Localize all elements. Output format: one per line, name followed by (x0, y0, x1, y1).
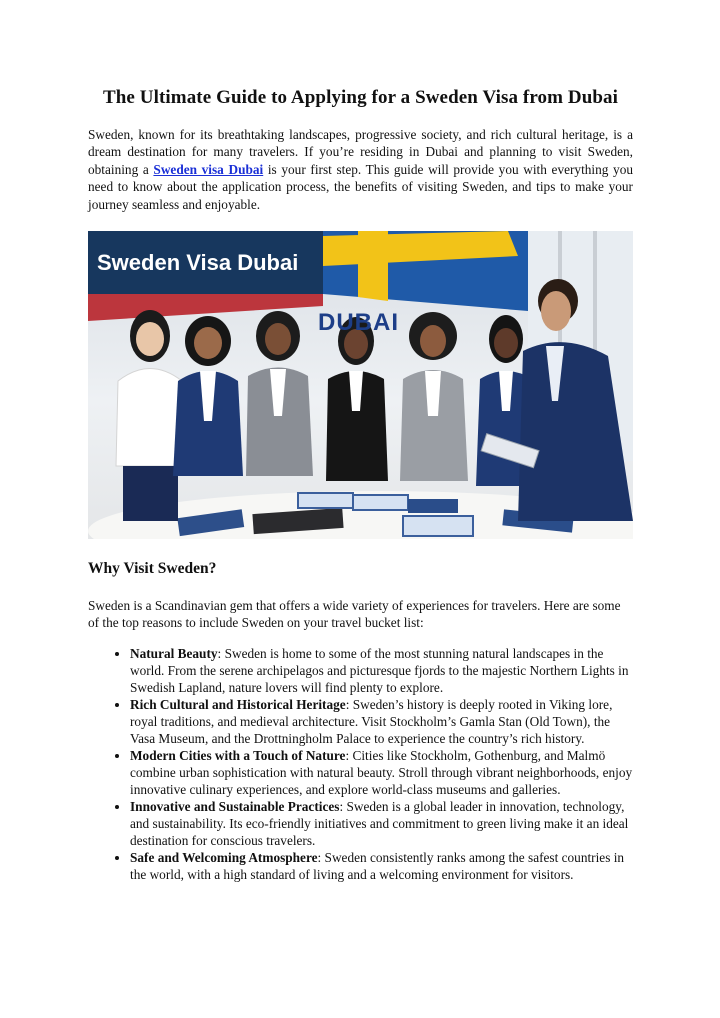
list-item-text: : Cities like Stockholm, Gothenburg, and Malmö combine urban sophistication with natural beauty. Stroll through vibrant neighborhoods, enjoy innovative culinary experiences, and explore world-class museums and galleries. (130, 748, 633, 798)
list-item (130, 645, 633, 696)
sweden-visa-dubai-link[interactable]: Sweden visa Dubai (153, 161, 264, 177)
list-item (130, 798, 633, 849)
list-item-text: : Sweden is home to some of the most stunning natural landscapes in the world. From the serene archipelagos and picturesque fjords to the majestic Northern Lights in Swedish Lapland, nature lovers will find plenty to explore. (130, 646, 629, 696)
list-item-text: : Sweden’s history is deeply rooted in Viking lore, royal traditions, and medieval architecture. Visit Stockholm’s Gamla Stan (Old Town), the Vasa Museum, and the Drottningholm Palace to experience the country’s rich history. (130, 697, 613, 747)
list-item-term: Natural Beauty (130, 646, 218, 662)
list-item-term: Safe and Welcoming Atmosphere (130, 850, 318, 866)
hero-image (88, 231, 633, 539)
intro-text-before: Sweden, known for its breathtaking landscapes, progressive society, and rich cultural heritage, is a dream destination for many travelers. If you’re residing in Dubai and planning to visit Sweden, obtaining a (88, 127, 633, 177)
list-item-text: : Sweden consistently ranks among the safest countries in the world, with a high standard of living and a welcoming environment for visitors. (130, 850, 625, 883)
list-item (130, 696, 633, 747)
section-heading: Why Visit Sweden? (88, 560, 217, 578)
list-item-term: Innovative and Sustainable Practices (130, 799, 340, 815)
intro-text-after: is your first step. This guide will provide you with everything you need to know about the application process, the benefits of visiting Sweden, and tips to make your journey seamless and enjoyable. (88, 161, 633, 212)
dubai-sign: DUBAI (318, 309, 399, 337)
page-title: The Ultimate Guide to Applying for a Sweden Visa from Dubai (102, 87, 619, 108)
document-page (88, 84, 633, 883)
section-lead: Sweden is a Scandinavian gem that offers a wide variety of experiences for travelers. Here are some of the top reasons to include Sweden on your travel bucket list: (88, 598, 621, 631)
reasons-list (88, 645, 633, 883)
sweden-visa-dubai-banner: Sweden Visa Dubai (88, 231, 323, 294)
intro-paragraph (88, 126, 633, 213)
list-item-term: Rich Cultural and Historical Heritage (130, 697, 346, 713)
list-item (130, 747, 633, 798)
list-item-text: : Sweden is a global leader in innovation, technology, and sustainability. Its eco-friendly initiatives and commitment to green living make it an ideal destination for conscious travelers. (130, 799, 629, 849)
list-item (130, 849, 633, 883)
list-item-term: Modern Cities with a Touch of Nature (130, 748, 346, 764)
